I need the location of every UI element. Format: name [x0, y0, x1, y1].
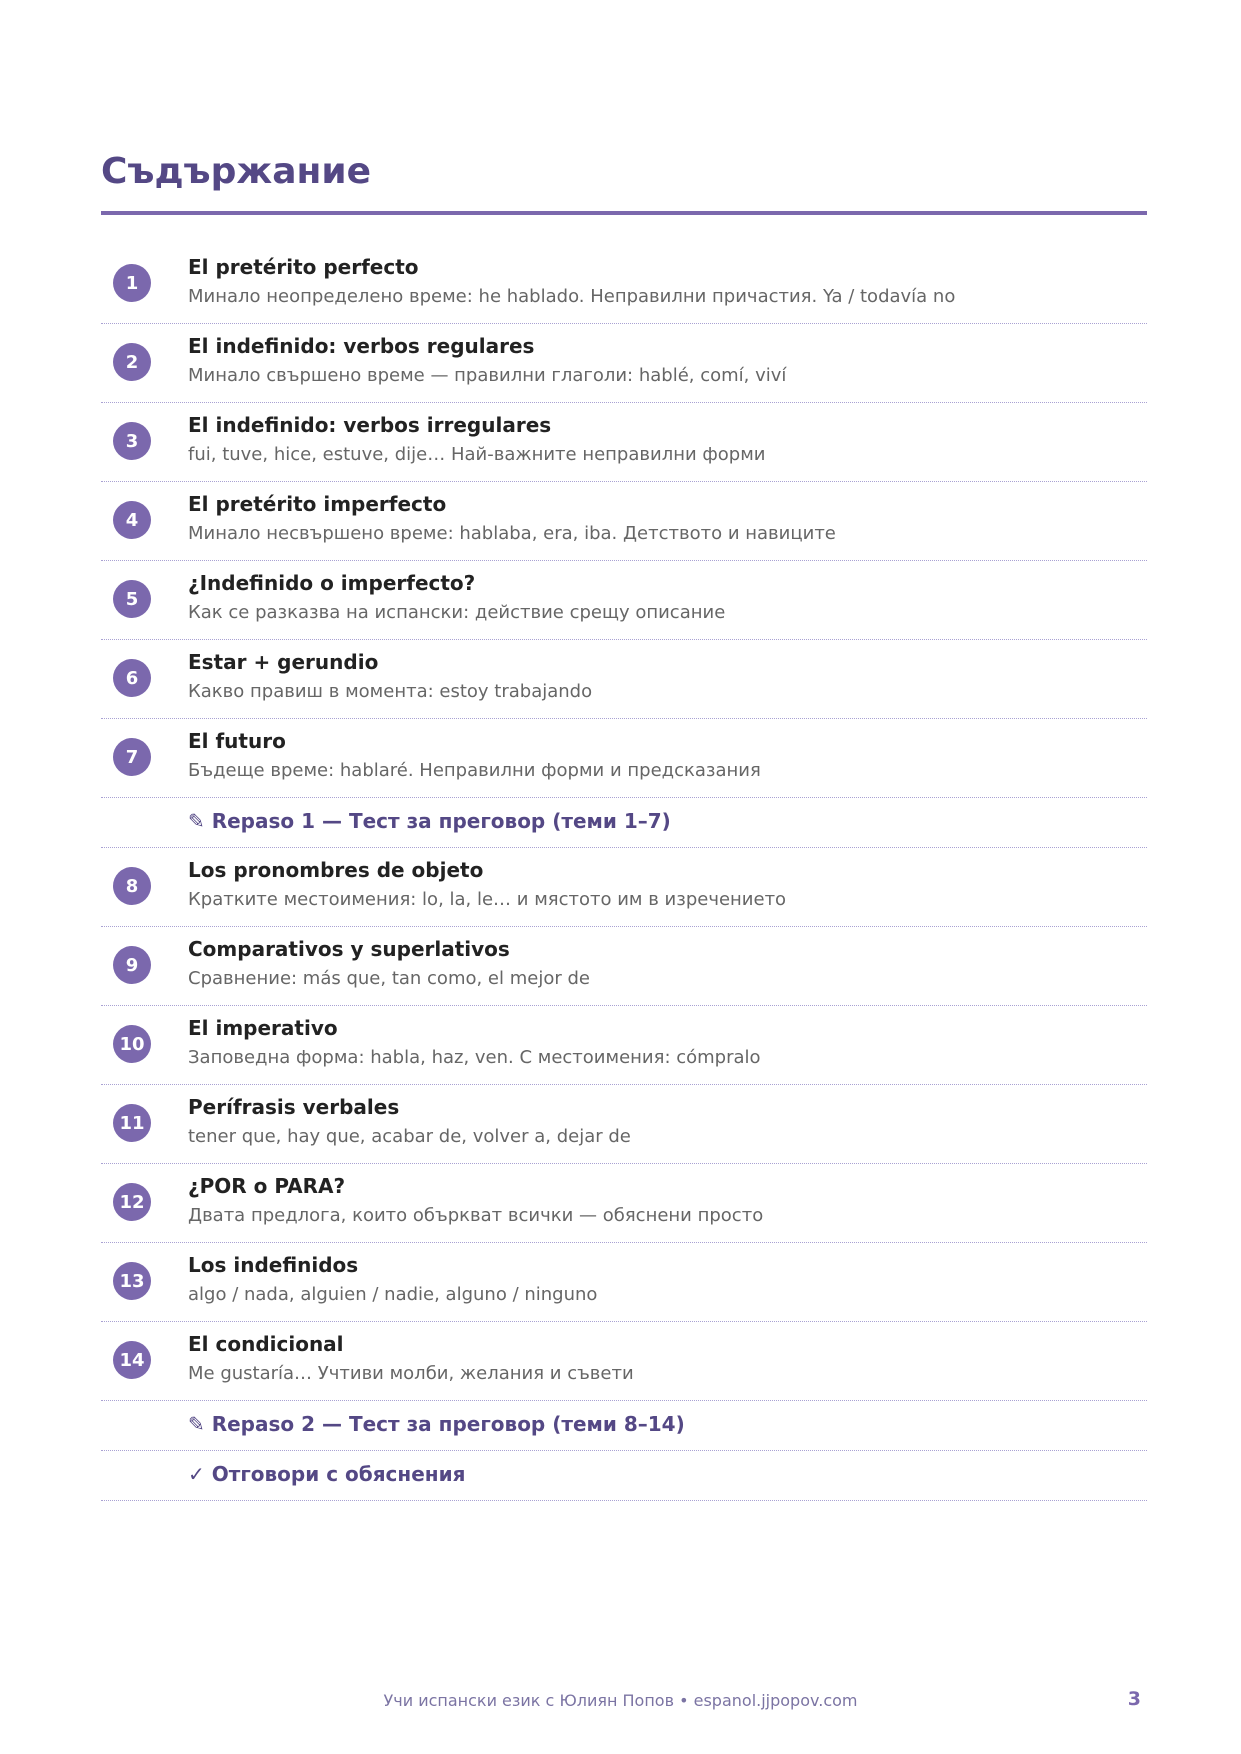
topic-description: Me gustaría… Учтиви молби, желания и съвети [188, 1363, 634, 1384]
topic-number-badge: 9 [113, 946, 151, 984]
page-number: 3 [1127, 1688, 1141, 1710]
topic-description: Двата предлога, които объркват всички — обяснени просто [188, 1205, 764, 1226]
page-footer: Учи испански език с Юлиян Попов • espanol.jjpopov.com [383, 1691, 858, 1710]
topic-title: Los indefinidos [188, 1253, 359, 1277]
topic-number-badge: 12 [113, 1183, 151, 1221]
topic-title: El condicional [188, 1332, 344, 1356]
topic-title: Perífrasis verbales [188, 1095, 400, 1119]
toc-entry-7[interactable] [101, 719, 1147, 798]
topic-description: Бъдеще време: hablaré. Неправилни форми и предсказания [188, 760, 761, 781]
topic-number-badge: 6 [113, 659, 151, 697]
topic-title: El futuro [188, 729, 286, 753]
topic-title: El imperativo [188, 1016, 338, 1040]
toc-entry-1[interactable] [101, 245, 1147, 324]
toc-entry-3[interactable] [101, 403, 1147, 482]
topic-title: Estar + gerundio [188, 650, 379, 674]
topic-title: El pretérito imperfecto [188, 492, 447, 516]
topic-title: ¿Indefinido o imperfecto? [188, 571, 476, 595]
toc-entry-4[interactable] [101, 482, 1147, 561]
topic-number-badge: 8 [113, 867, 151, 905]
toc-entry-repaso-2[interactable] [101, 1401, 1147, 1451]
toc-entry-answers[interactable] [101, 1451, 1147, 1501]
toc-entry-2[interactable] [101, 324, 1147, 403]
toc-entry-12[interactable] [101, 1164, 1147, 1243]
toc-entry-6[interactable] [101, 640, 1147, 719]
topic-description: Как се разказва на испански: действие срещу описание [188, 602, 726, 623]
topic-number-badge: 11 [113, 1104, 151, 1142]
toc-entry-repaso-1[interactable] [101, 798, 1147, 848]
topic-number-badge: 10 [113, 1025, 151, 1063]
title-divider [101, 211, 1147, 215]
toc-entry-13[interactable] [101, 1243, 1147, 1322]
topic-description: Заповедна форма: habla, haz, ven. С местоимения: cómpralo [188, 1047, 761, 1068]
toc-entry-10[interactable] [101, 1006, 1147, 1085]
answers-link: ✓ Отговори с обяснения [188, 1462, 466, 1486]
repaso-2-link: ✎ Repaso 2 — Тест за преговор (теми 8–14) [188, 1412, 685, 1436]
topic-number-badge: 4 [113, 501, 151, 539]
topic-description: Минало несвършено време: hablaba, era, iba. Детството и навиците [188, 523, 836, 544]
topic-description: fui, tuve, hice, estuve, dije… Най-важните неправилни форми [188, 444, 766, 465]
toc-entry-8[interactable] [101, 848, 1147, 927]
topic-number-badge: 2 [113, 343, 151, 381]
topic-number-badge: 7 [113, 738, 151, 776]
toc-entry-5[interactable] [101, 561, 1147, 640]
topic-description: Минало неопределено време: he hablado. Неправилни причастия. Ya / todavía no [188, 286, 956, 307]
topic-title: El indefinido: verbos regulares [188, 334, 535, 358]
table-of-contents [101, 245, 1147, 1501]
topic-description: Сравнение: más que, tan como, el mejor de [188, 968, 590, 989]
topic-number-badge: 1 [113, 264, 151, 302]
topic-number-badge: 5 [113, 580, 151, 618]
topic-title: El indefinido: verbos irregulares [188, 413, 552, 437]
topic-description: Минало свършено време — правилни глаголи: hablé, comí, viví [188, 365, 787, 386]
topic-title: Los pronombres de objeto [188, 858, 484, 882]
toc-entry-14[interactable] [101, 1322, 1147, 1401]
topic-title: ¿POR o PARA? [188, 1174, 346, 1198]
topic-description: Какво правиш в момента: estoy trabajando [188, 681, 593, 702]
topic-number-badge: 3 [113, 422, 151, 460]
topic-number-badge: 13 [113, 1262, 151, 1300]
topic-description: Кратките местоимения: lo, la, le… и мястото им в изречението [188, 889, 787, 910]
toc-entry-11[interactable] [101, 1085, 1147, 1164]
topic-number-badge: 14 [113, 1341, 151, 1379]
page-title: Съдържание [101, 151, 371, 192]
topic-description: algo / nada, alguien / nadie, alguno / ninguno [188, 1284, 598, 1305]
topic-description: tener que, hay que, acabar de, volver a, dejar de [188, 1126, 631, 1147]
topic-title: Comparativos y superlativos [188, 937, 510, 961]
toc-entry-9[interactable] [101, 927, 1147, 1006]
topic-title: El pretérito perfecto [188, 255, 419, 279]
repaso-1-link: ✎ Repaso 1 — Тест за преговор (теми 1–7) [188, 809, 671, 833]
